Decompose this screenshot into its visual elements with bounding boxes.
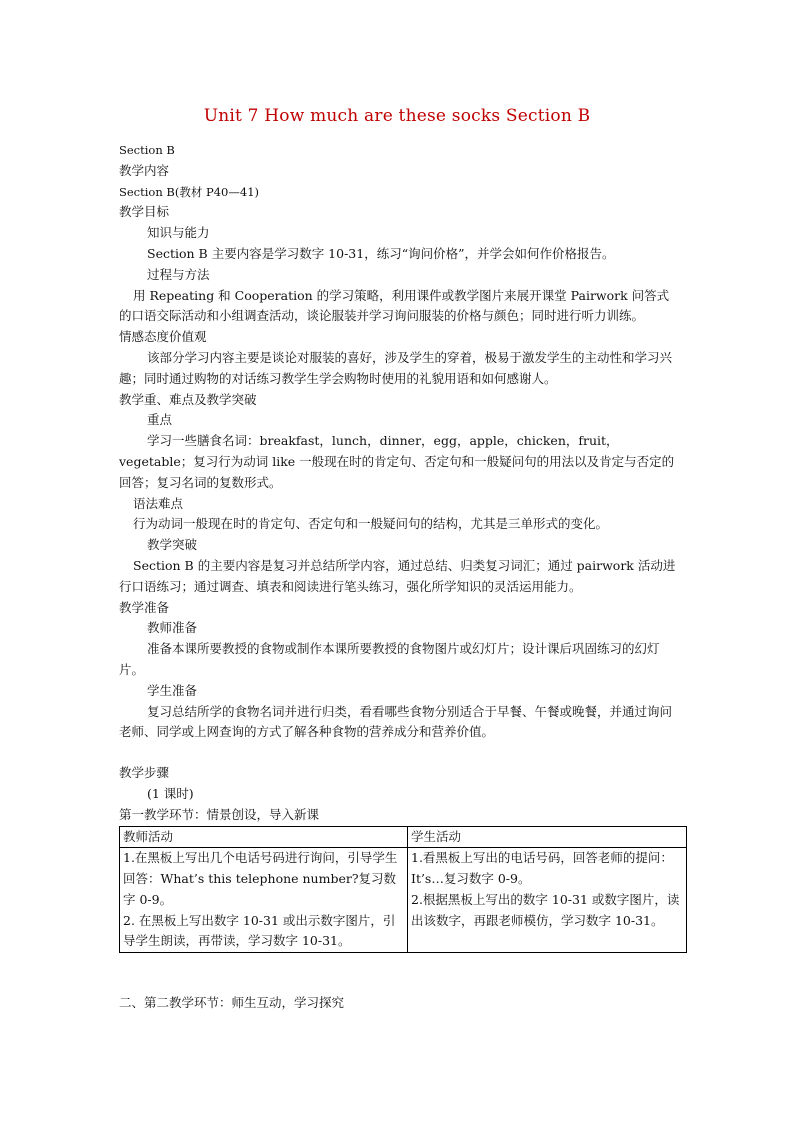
teacher-activity-2: 2. 在黑板上写出数字 10-31 或出示数字图片，引导学生朗读，再带读，学习数字 10-31。 [123,912,396,949]
difficulty-text: 行为动词一般现在时的肯定句、否定句和一般疑问句的结构，尤其是三单形式的变化。 [133,516,609,532]
student-activity-1: 1.看黑板上写出的电话号码，回答老师的提问：It’s…复习数字 0-9。 [411,850,673,887]
section-label: Section B [119,143,175,157]
activity-table [119,826,687,954]
student-prep-text: 复习总结所学的食物名词并进行归类，看看哪些食物分别适合于早餐、午餐或晚餐，并通过询问老师、同学或上网查询的方式了解各种食物的营养成分和营养价值。 [119,703,673,740]
steps-heading: 教学步骤 [119,765,170,781]
breakthrough-text: Section B 的主要内容是复习并总结所学内容，通过总结、归类复习词汇；通过 pairwork 活动进行口语练习；通过调查、填表和阅读进行笔头练习，强化所学知识的灵活运用能力。 [119,557,676,594]
teacher-prep-heading: 教师准备 [147,620,198,636]
preparation-heading: 教学准备 [119,599,170,615]
goals-heading: 教学目标 [119,204,170,220]
table-header-teacher: 教师活动 [120,826,408,848]
teacher-activity-1: 1.在黑板上写出几个电话号码进行询问，引导学生回答：What’s this telephone number?复习数字 0-9。 [123,850,398,907]
focus-text: 学习一些膳食名词：breakfast，lunch，dinner，egg，apple，chicken，fruit，vegetable；复习行为动词 like 一般现在时的肯定句、否定句和一般疑问句的用法以及肯定与否定的回答；复习名词的复数形式。 [119,433,675,490]
breakthrough-heading: 教学突破 [147,537,198,553]
content-line: Section B(教材 P40—41) [119,184,259,199]
teacher-activity-cell [120,848,408,953]
teacher-prep-text: 准备本课所要教授的食物或制作本课所要教授的食物图片或幻灯片；设计课后巩固练习的幻灯片。 [119,641,660,677]
period-label: (1 课时) [147,785,194,801]
stage2-heading: 二、第二教学环节：师生互动，学习探究 [119,995,345,1010]
process-text: 用 Repeating 和 Cooperation 的学习策略，利用课件或教学图片来展开课堂 Pairwork 问答式的口语交际活动和小组调查活动，谈论服装并学习询问服装的价格与颜色；同时进行听力训练。 [119,287,670,324]
student-activity-2: 2.根据黑板上写出的数字 10-31 或数字图片，读出该数字，再跟老师模仿，学习数字 10-31。 [411,891,680,928]
knowledge-heading: 知识与能力 [147,225,210,241]
student-activity-cell [408,848,687,953]
attitude-text: 该部分学习内容主要是谈论对服装的喜好，涉及学生的穿着，极易于激发学生的主动性和学习兴趣；同时通过购物的对话练习教学生学会购物时使用的礼貌用语和如何感谢人。 [119,349,673,386]
stage1-heading: 第一教学环节：情景创设，导入新课 [119,806,320,822]
knowledge-text: Section B 主要内容是学习数字 10-31，练习“询问价格”，并学会如何作价格报告。 [147,245,615,261]
table-row [120,848,687,953]
student-prep-heading: 学生准备 [147,682,198,698]
table-header-student: 学生活动 [408,826,687,848]
document-body [119,140,679,953]
attitude-heading: 情感态度价值观 [119,329,207,345]
spacer [119,743,679,763]
content-heading: 教学内容 [119,162,170,178]
document-title: Unit 7 How much are these socks Section B [203,106,591,126]
table-header-row [120,826,687,848]
process-heading: 过程与方法 [147,266,210,282]
focus-heading: 重点 [147,412,173,428]
difficulty-heading: 语法难点 [133,495,184,511]
key-points-heading: 教学重、难点及教学突破 [119,391,257,407]
